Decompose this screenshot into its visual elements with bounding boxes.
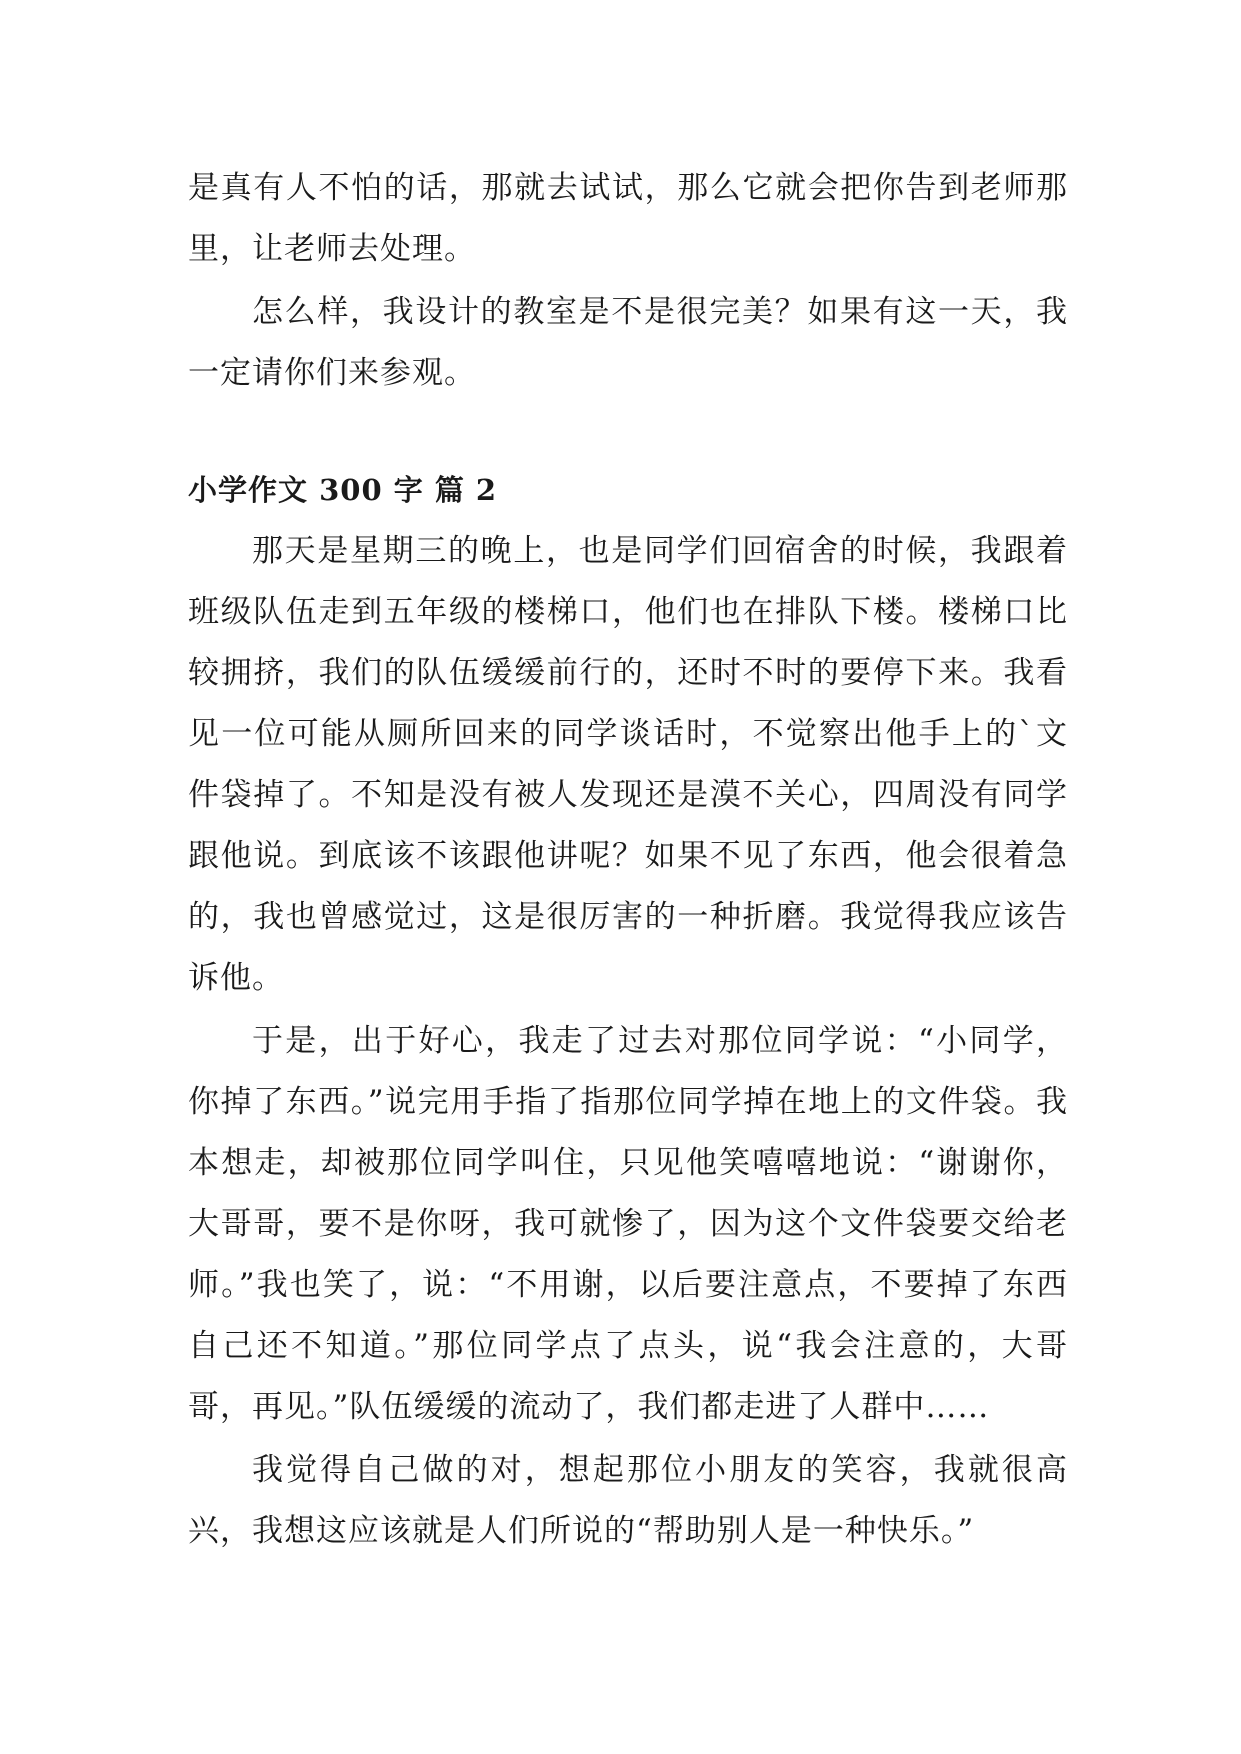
paragraph-continuation: 是真有人不怕的话，那就去试试，那么它就会把你告到老师那里，让老师去处理。: [188, 170, 1068, 267]
paragraph-story-dialogue: 于是，出于好心，我走了过去对那位同学说：“小同学，你掉了东西。”说完用手指了指那位同学掉在地上的文件袋。我本想走，却被那位同学叫住，只见他笑嘻嘻地说：“谢谢你，大哥哥，要不是你呀，我可就惨了，因为这个文件袋要交给老师。”我也笑了，说：“不用谢，以后要注意点，不要掉了东西自己还不知道。”那位同学点了点头，说“我会注意的，大哥哥，再见。”队伍缓缓的流动了，我们都走进了人群中……: [188, 1023, 1068, 1425]
paragraph-story-ending: 我觉得自己做的对，想起那位小朋友的笑容，我就很高兴，我想这应该就是人们所说的“帮助别人是一种快乐。”: [188, 1452, 1068, 1549]
essay-heading: 小学作文 300 字 篇 2: [188, 473, 498, 507]
document-body: [188, 158, 1068, 1562]
paragraph-story-opening: 那天是星期三的晚上，也是同学们回宿舍的时候，我跟着班级队伍走到五年级的楼梯口，他们也在排队下楼。楼梯口比较拥挤，我们的队伍缓缓前行的，还时不时的要停下来。我看见一位可能从厕所回来的同学谈话时，不觉察出他手上的`文件袋掉了。不知是没有被人发现还是漠不关心，四周没有同学跟他说。到底该不该跟他讲呢？如果不见了东西，他会很着急的，我也曾感觉过，这是很厉害的一种折磨。我觉得我应该告诉他。: [188, 533, 1068, 996]
paragraph-conclusion: 怎么样，我设计的教室是不是很完美？如果有这一天，我一定请你们来参观。: [188, 294, 1068, 391]
